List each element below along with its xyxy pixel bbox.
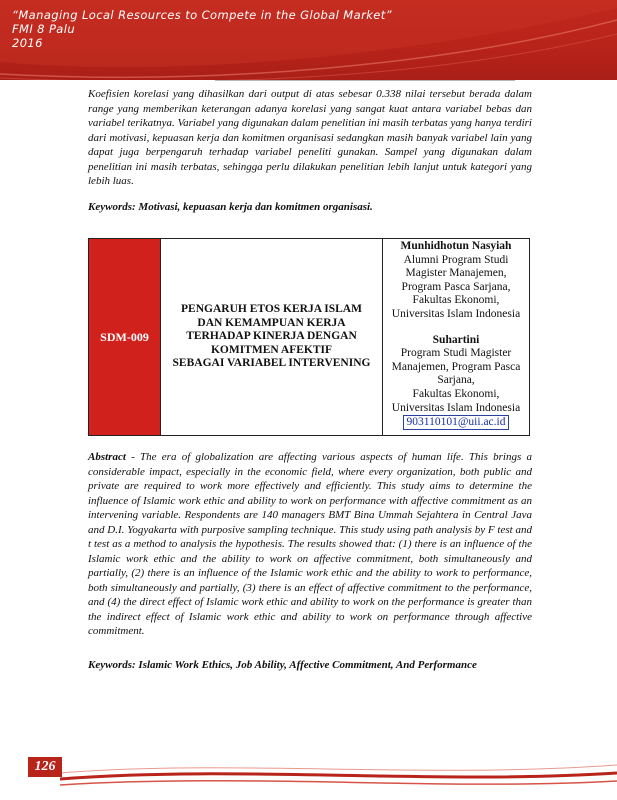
page-number: 126 [28, 757, 62, 777]
header-year: 2016 [12, 36, 43, 50]
header-conference-theme: “Managing Local Resources to Compete in the Global Market” [12, 8, 393, 22]
author1-affiliation-line: Fakultas Ekonomi, [412, 294, 500, 307]
author2-affiliation-line: Sarjana, [437, 374, 475, 387]
header-event-name: FMI 8 Palu [12, 22, 76, 36]
previous-abstract-paragraph: Koefisien korelasi yang dihasilkan dari output di atas sebesar 0.338 nilai tersebut berada dalam range yang memberikan keterangan adanya korelasi yang sangat kuat antara variabel bebas dan variabel terikatnya. Variabel yang digunakan dalam penelitian ini masih terbatas yang hanya terdiri dari motivasi, kepuasan kerja dan komitmen organisasi sedangkan masih banyak variabel lain yang dapat juga berpengaruh terhadap variabel peneliti gunakan. Sampel yang digunakan dalam penelitian ini masih terbatas, sehingga perlu dilakukan penelitian lebih lanjut untuk kategori yang lebih luas. [88, 88, 532, 187]
authors-cell [383, 239, 529, 435]
previous-keywords: Keywords: Motivasi, kepuasan kerja dan komitmen organisasi. [88, 201, 373, 213]
abstract-keywords: Keywords: Islamic Work Ethics, Job Ability, Affective Commitment, And Performance [88, 659, 477, 671]
author2-affiliation-line: Universitas Islam Indonesia [391, 401, 521, 414]
footer-swoosh-decoration [0, 735, 617, 800]
abstract-label: Abstract [88, 451, 126, 463]
author1-name: Munhidhotun Nasyiah [400, 240, 512, 252]
paper-title-line: SEBAGAI VARIABEL INTERVENING [172, 357, 371, 370]
author2-name: Suhartini [432, 333, 480, 346]
paper-title-cell [161, 239, 383, 435]
author2-affiliation-line: Manajemen, Program Pasca [391, 360, 521, 373]
author1-affiliation-line: Magister Manajemen, [405, 267, 507, 280]
header-divider [215, 80, 515, 81]
abstract-text: - The era of globalization are affecting various aspects of human life. This brings a considerable impact, especially in the economic field, where every organization, both public and private are required to work more effectively and efficiently. This study aims to determine the influence of Islamic work ethic and ability to work on performance with affective commitment as an intervening variable. Respondents are 140 managers BMT Bina Ummah Sejahtera in Central Java and D.I. Yogyakarta with purposive sampling technique. This study using path analysis by F test and t test as a method to analysis the hypothesis. The results showed that: (1) there is an influence of the Islamic work ethic and the ability to work on affective commitment, both simultaneously and partially, (2) there is an influence of the Islamic work ethic and the ability to work to performance, both simultaneously and partially, (3) there is an effect of affective commitment to the performance, and (4) the direct effect of Islamic work ethic and ability to work on the performance is greater than the indirect effect of Islamic work ethic and ability to work on performance through affective commitment. [88, 451, 532, 637]
author1-affiliation-line: Program Pasca Sarjana, [401, 280, 511, 293]
author1-affiliation-line: Alumni Program Studi [403, 253, 509, 266]
author2-affiliation-line: Program Studi Magister [400, 347, 512, 360]
author2-affiliation-line: Fakultas Ekonomi, [412, 387, 500, 400]
paper-title-line: DAN KEMAMPUAN KERJA [197, 316, 346, 329]
paper-title-line: KOMITMEN AFEKTIF [210, 343, 333, 356]
abstract-paragraph [88, 450, 532, 639]
author2-email-link[interactable]: 903110101@uii.ac.id [403, 415, 510, 430]
author1-affiliation-line: Universitas Islam Indonesia [391, 307, 521, 320]
paper-info-table [88, 238, 530, 436]
paper-code-cell: SDM-009 [89, 239, 161, 435]
paper-title-line: TERHADAP KINERJA DENGAN [186, 330, 357, 343]
conference-header-banner [0, 0, 617, 80]
paper-title-line: PENGARUH ETOS KERJA ISLAM [181, 303, 362, 316]
